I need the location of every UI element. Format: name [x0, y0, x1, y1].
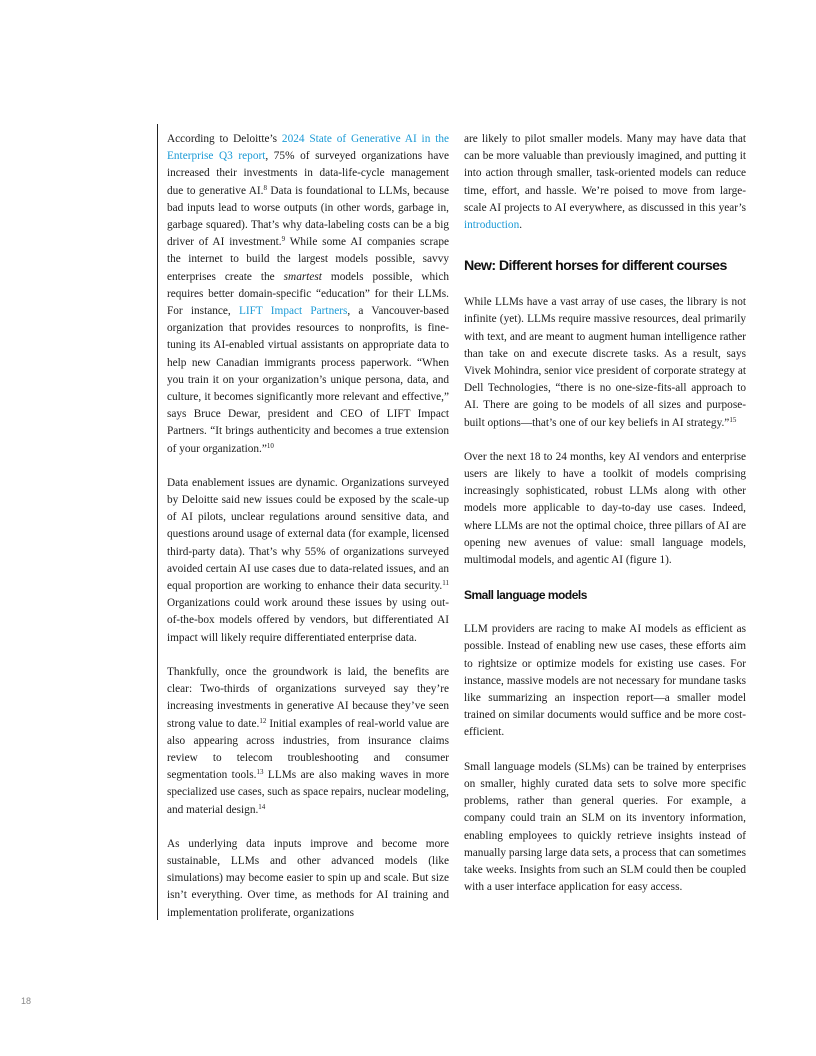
paragraph [464, 449, 746, 569]
left-column [167, 131, 449, 939]
paragraph [167, 131, 449, 458]
page-number: 18 [21, 996, 32, 1006]
text-run: As underlying data inputs improve and become more sustainable, LLMs and other advanced models (like simulations) may become easier to spin up and scale. But size isn’t everything. Over time, as methods for AI training and implementation proliferate, organizations [167, 837, 449, 919]
section-heading: New: Different horses for different courses [464, 258, 727, 275]
state-of-genai-report-link[interactable]: 2024 State of Generative AI in the Enterprise Q3 report [167, 133, 449, 163]
text-run: Data is foundational to LLMs, because bad inputs lead to worse outputs (in other words, garbage in, garbage squared). That’s why data-labeling costs can be a big driver of AI investment. [167, 184, 449, 249]
text-run: Organizations could work around these issues by using out-of-the-box models offered by vendors, but differentiated AI impact will likely require differentiated enterprise data. [167, 597, 449, 644]
emphasis: smartest [283, 270, 322, 283]
paragraph [167, 664, 449, 819]
column-rule [157, 124, 158, 920]
footnote-ref: 15 [729, 415, 737, 424]
text-run: Initial examples of real-world value are also appearing across industries, from insurance claims review to telecom troubleshooting and consumer segmentation tools. [167, 717, 450, 782]
paragraph [464, 131, 746, 234]
text-run: , 75% of surveyed organizations have increased their investments in data-life-cycle management due to generative AI. [167, 150, 449, 197]
text-run: Small language models (SLMs) can be trained by enterprises on smaller, highly curated data sets to solve more specific problems, rather than general queries. For example, a company could train an SLM on its inventory information, enabling employees to quickly retrieve insights instead of manually parsing large data sets, a process that can sometimes take weeks. Insights from such an SLM could then be coupled with a user interface application for easy access. [464, 760, 746, 894]
text-run: , a Vancouver-based organization that provides resources to nonprofits, is fine-tuning its AI-enabled virtual assistants on appropriate data to help new Canadian immigrants process paperwork. “When you train it on your organization’s unique persona, data, and culture, it becomes significantly more relevant and effective,” says Bruce Dewar, president and CEO of LIFT Impact Partners. “It brings authenticity and becomes a true extension of your organization.” [167, 305, 449, 455]
footnote-ref: 9 [281, 235, 286, 244]
right-column [464, 131, 746, 913]
lift-impact-partners-link[interactable]: LIFT Impact Partners [238, 305, 348, 318]
text-run: Thankfully, once the groundwork is laid, the benefits are clear: Two-thirds of organizations surveyed say they’re increasing investments in generative AI because they’ve seen strong value to date. [167, 665, 449, 730]
footnote-ref: 13 [256, 768, 264, 777]
introduction-link[interactable]: introduction [464, 219, 520, 232]
text-run: Over the next 18 to 24 months, key AI vendors and enterprise users are likely to have a toolkit of models comprising increasingly sophisticated, robust LLMs along with other models more applicable to day-to-day use cases. Indeed, where LLMs are not the optimal choice, three pillars of AI are opening new avenues of value: small language models, multimodal models, and agentic AI (figure 1). [464, 450, 746, 567]
paragraph [464, 294, 746, 432]
text-run: While some AI companies scrape the internet to build the largest models possible, savvy enterprises create the [167, 236, 449, 283]
paragraph [464, 621, 746, 741]
text-run: models possible, which requires better domain-specific “education” for their LLMs. For instance, [167, 270, 449, 318]
footnote-ref: 11 [442, 579, 449, 588]
text-run: LLMs are also making waves in more specialized use cases, such as space repairs, nuclear modeling, and material design. [167, 769, 449, 816]
footnote-ref: 12 [259, 716, 267, 725]
paragraph [464, 759, 746, 897]
text-run: are likely to pilot smaller models. Many may have data that can be more valuable than previously imagined, and putting it into action through smaller, task-oriented models can reduce time, effort, and hassle. We’re poised to move from large-scale AI projects to AI everywhere, as discussed in this year’s [464, 133, 746, 214]
footnote-ref: 10 [266, 441, 274, 450]
footnote-ref: 14 [258, 802, 266, 811]
text-run: While LLMs have a vast array of use cases, the library is not infinite (yet). LLMs require massive resources, deal primarily with text, and are meant to augment human intelligence rather than take on and execute discrete tasks. As a result, says Vivek Mohindra, senior vice president of corporate strategy at Dell Technologies, “there is no one-size-fits-all approach to AI. There are going to be models of all sizes and purpose-built options—that’s one of our key beliefs in AI strategy.” [464, 296, 746, 429]
subsection-heading: Small language models [464, 588, 587, 603]
text-run: LLM providers are racing to make AI models as efficient as possible. Instead of enabling new use cases, these efforts aim to rightsize or optimize models for existing use cases. For instance, massive models are not necessary for mundane tasks like summarizing an inspection report—a smaller model trained on similar documents would suffice and be more cost-efficient. [464, 623, 746, 739]
text-run: Data enablement issues are dynamic. Organizations surveyed by Deloitte said new issues could be exposed by the scale-up of AI pilots, unclear regulations around sensitive data, and questions around usage of external data (for example, licensed third-party data). That’s why 55% of organizations surveyed avoided certain AI use cases due to data-related issues, and an equal proportion are working to enhance their data security. [167, 476, 450, 593]
paragraph [167, 836, 449, 922]
paragraph [167, 475, 449, 647]
footnote-ref: 8 [263, 183, 267, 192]
text-run: . [519, 219, 523, 232]
text-run: According to Deloitte’s [167, 133, 282, 145]
